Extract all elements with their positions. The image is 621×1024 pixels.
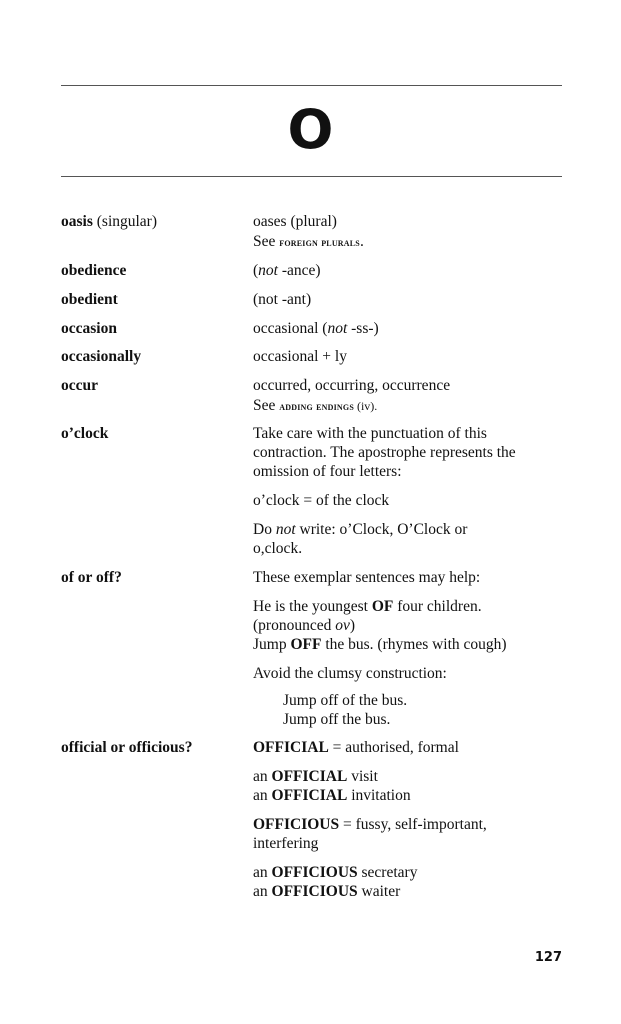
entry-oasis-headword: oasis (singular) (61, 213, 158, 230)
entry-occasion-definition: occasional (not -ss-) (253, 320, 379, 337)
entry-of-or-off-example-2: Jump off the bus. (283, 711, 391, 728)
entry-of-or-off-pronunciation: (pronounced ov) (253, 617, 356, 634)
top-rule (61, 85, 562, 86)
entry-oclock-text-1: Take care with the punctuation of this (253, 425, 487, 442)
entry-occur-headword: occur (61, 377, 99, 394)
entry-occasionally-definition: occasional + ly (253, 348, 347, 365)
cross-reference: foreign plurals (279, 235, 360, 249)
entry-occasionally-headword: occasionally (61, 348, 142, 365)
entry-official-example-1: an OFFICIAL visit (253, 768, 378, 785)
entry-oclock-warning-2: o,clock. (253, 540, 303, 557)
entry-oclock-warning-1: Do not write: o’Clock, O’Clock or (253, 521, 468, 538)
entry-of-or-off-sentence-1: He is the youngest OF four children. (253, 598, 482, 615)
bottom-rule (61, 176, 562, 177)
entry-obedient-headword: obedient (61, 291, 118, 308)
page-number: 127 (534, 950, 562, 965)
entry-occur-see: See adding endings (iv). (253, 397, 378, 414)
entry-official-example-2: an OFFICIAL invitation (253, 787, 411, 804)
entry-oclock-text-3: omission of four letters: (253, 463, 402, 480)
entry-oclock-text-2: contraction. The apostrophe represents the (253, 444, 516, 461)
entry-of-or-off-headword: of or off? (61, 569, 122, 586)
entry-oasis-see: See foreign plurals. (253, 233, 364, 250)
entry-oasis-plural: oases (plural) (253, 213, 337, 230)
entry-oclock-headword: o’clock (61, 425, 109, 442)
entry-of-or-off-sentence-2: Jump OFF the bus. (rhymes with cough) (253, 636, 507, 653)
entry-official-definition: OFFICIAL = authorised, formal (253, 739, 459, 756)
entry-occur-forms: occurred, occurring, occurrence (253, 377, 451, 394)
entry-officious-example-1: an OFFICIOUS secretary (253, 864, 418, 881)
entry-of-or-off-intro: These exemplar sentences may help: (253, 569, 481, 586)
entry-officious-example-2: an OFFICIOUS waiter (253, 883, 401, 900)
entry-occasion-headword: occasion (61, 320, 117, 337)
entry-officious-definition: OFFICIOUS = fussy, self-important, (253, 816, 487, 833)
section-letter: O (287, 98, 334, 161)
entry-official-headword: official or officious? (61, 739, 193, 756)
entry-obedient-definition: (not -ant) (253, 291, 312, 308)
entry-obedience-definition: (not -ance) (253, 262, 321, 279)
entry-officious-definition-2: interfering (253, 835, 319, 852)
cross-reference: adding endings (279, 399, 354, 413)
entry-obedience-headword: obedience (61, 262, 127, 279)
entry-oclock-equation: o’clock = of the clock (253, 492, 390, 509)
entry-of-or-off-avoid: Avoid the clumsy construction: (253, 665, 447, 682)
entry-of-or-off-example-1: Jump off of the bus. (283, 692, 408, 709)
